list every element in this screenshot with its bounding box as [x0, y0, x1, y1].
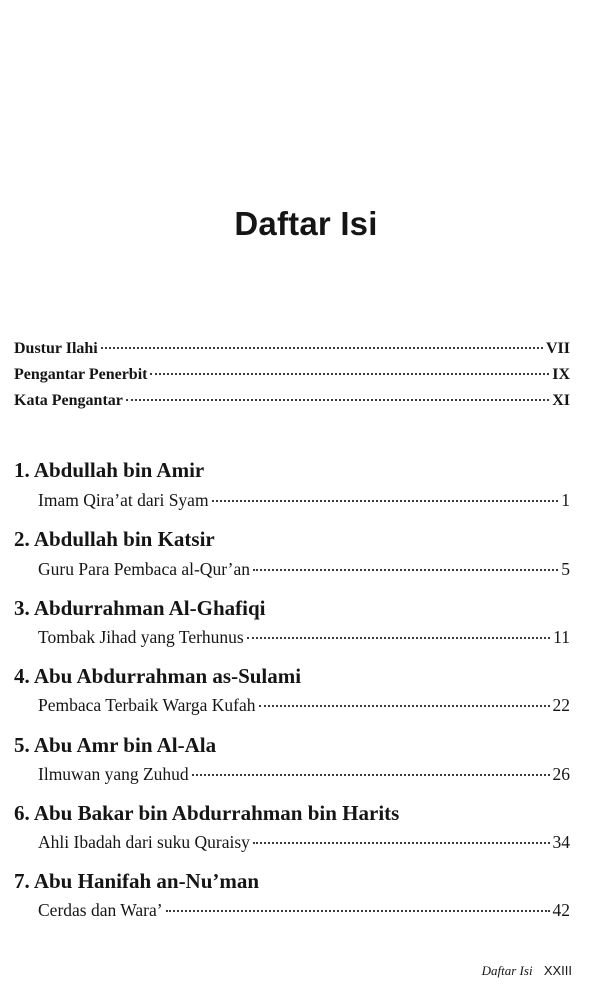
entry-label: Kata Pengantar — [14, 392, 123, 409]
running-head: Daftar Isi — [481, 963, 533, 978]
chapter-title[interactable]: 5. Abu Amr bin Al-Ala — [14, 733, 217, 757]
chapter-subtitle: Cerdas dan Wara’ — [38, 900, 163, 920]
page-number: XXIII — [543, 963, 572, 978]
entry-page-number: XI — [552, 392, 570, 409]
chapter-subtitle: Ahli Ibadah dari suku Quraisy — [38, 832, 250, 852]
entry-page-number: VII — [545, 340, 570, 357]
toc-entry-chapter[interactable] — [38, 487, 570, 513]
dot-leader — [126, 399, 549, 401]
entry-page-number: IX — [552, 366, 570, 383]
dot-leader — [101, 347, 543, 349]
dot-leader — [166, 910, 550, 912]
entry-page-number: 5 — [561, 559, 570, 579]
dot-leader — [253, 842, 550, 844]
toc-entry-chapter[interactable] — [38, 897, 570, 923]
toc-entry-pengantar-penerbit[interactable] — [14, 364, 570, 386]
chapter-title[interactable]: 3. Abdurrahman Al-Ghafiqi — [14, 596, 266, 620]
toc-entry-chapter[interactable] — [38, 624, 570, 650]
toc-entry-chapter[interactable] — [38, 692, 570, 718]
dot-leader — [212, 500, 559, 502]
entry-label: Dustur Ilahi — [14, 340, 98, 357]
chapter-subtitle: Imam Qira’at dari Syam — [38, 490, 209, 510]
chapter-subtitle: Ilmuwan yang Zuhud — [38, 764, 189, 784]
chapter-title[interactable]: 2. Abdullah bin Katsir — [14, 527, 215, 551]
chapter-subtitle: Tombak Jihad yang Terhunus — [38, 627, 244, 647]
entry-page-number: 26 — [552, 764, 570, 784]
dot-leader — [247, 637, 550, 639]
chapter-title[interactable]: 1. Abdullah bin Amir — [14, 458, 205, 482]
chapter-title[interactable]: 7. Abu Hanifah an-Nu’man — [14, 869, 260, 893]
entry-page-number: 42 — [552, 900, 570, 920]
chapter-title[interactable]: 4. Abu Abdurrahman as-Sulami — [14, 664, 302, 688]
toc-entry-chapter[interactable] — [38, 761, 570, 787]
entry-page-number: 1 — [561, 490, 570, 510]
entry-label: Pengantar Penerbit — [14, 366, 148, 383]
toc-entry-chapter[interactable] — [38, 829, 570, 855]
dot-leader — [192, 774, 550, 776]
chapter-title[interactable]: 6. Abu Bakar bin Abdurrahman bin Harits — [14, 801, 400, 825]
dot-leader — [259, 705, 550, 707]
dot-leader — [253, 569, 558, 571]
entry-page-number: 11 — [553, 627, 570, 647]
toc-entry-kata-pengantar[interactable] — [14, 390, 570, 412]
page-footer — [482, 962, 572, 980]
dot-leader — [150, 373, 549, 375]
page-title: Daftar Isi — [234, 205, 378, 243]
chapter-subtitle: Pembaca Terbaik Warga Kufah — [38, 695, 256, 715]
entry-page-number: 22 — [552, 695, 570, 715]
toc-entry-dustur-ilahi[interactable] — [14, 338, 570, 360]
chapter-subtitle: Guru Para Pembaca al-Qur’an — [38, 559, 251, 579]
toc-entry-chapter[interactable] — [38, 556, 570, 582]
entry-page-number: 34 — [552, 832, 570, 852]
